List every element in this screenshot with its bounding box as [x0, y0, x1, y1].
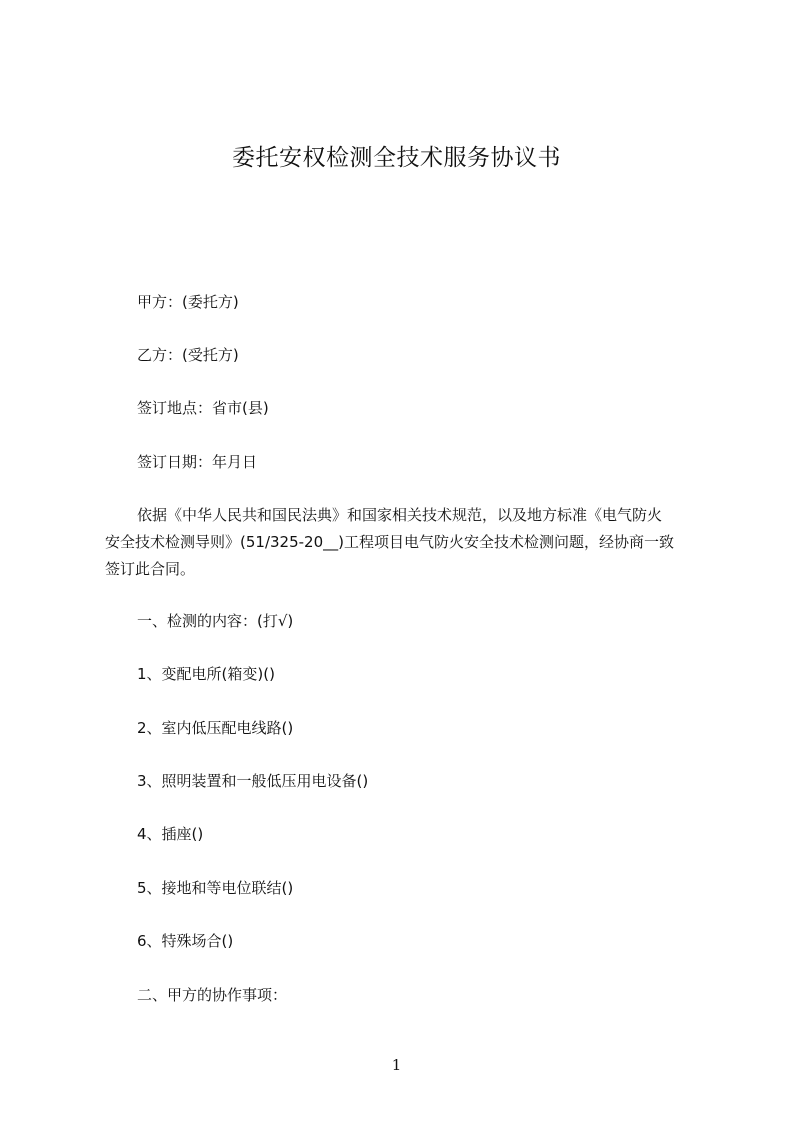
list-item: 5、接地和等电位联结() — [137, 879, 294, 897]
document-title: 委托安权检测全技术服务协议书 — [232, 145, 561, 171]
section-1-heading: 一、检测的内容：(打√) — [137, 612, 294, 630]
sign-date-line: 签订日期：年月日 — [137, 453, 258, 471]
list-item: 1、变配电所(箱变)() — [137, 665, 275, 683]
sign-place-line: 签订地点：省市(县) — [137, 399, 269, 417]
list-item: 3、照明装置和一般低压用电设备() — [137, 772, 369, 790]
list-item: 2、室内低压配电线路() — [137, 719, 294, 737]
party-b-line: 乙方：(受托方) — [137, 346, 239, 364]
list-item: 4、插座() — [137, 825, 204, 843]
party-a-line: 甲方：(委托方) — [137, 293, 239, 311]
page-number: 1 — [391, 1056, 402, 1074]
intro-line-3: 签订此合同。 — [105, 560, 196, 578]
intro-line-1: 依据《中华人民共和国民法典》和国家相关技术规范，以及地方标准《电气防火 — [137, 506, 663, 524]
list-item: 6、特殊场合() — [137, 932, 234, 950]
intro-line-2: 安全技术检测导则》(51/325-20__)工程项目电气防火安全技术检测问题，经协商一致 — [105, 533, 674, 551]
section-2-heading: 二、甲方的协作事项： — [137, 986, 288, 1004]
